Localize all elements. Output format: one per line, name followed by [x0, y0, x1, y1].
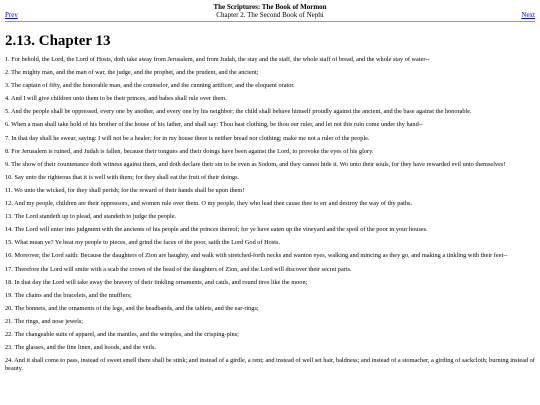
- verse: 9. The show of their countenance doth witness against them, and doth declare their sin to be even as Sodom, and they cannot hide it. Wo unto their souls, for they have rewarded evil unto themselves!: [5, 160, 506, 168]
- header-divider: [5, 21, 535, 22]
- prev-link[interactable]: Prev: [5, 11, 18, 19]
- verse: 15. What mean ye? Ye beat my people to pieces, and grind the faces of the poor, saith the Lord God of Hosts.: [5, 239, 281, 247]
- verse: 3. The captain of fifty, and the honorable man, and the counselor, and the cunning artificer, and the eloquent orator.: [5, 82, 295, 90]
- next-cell: [475, 11, 535, 20]
- verse: 17. Therefore the Lord will smite with a scab the crown of the head of the daughters of Zion, and the Lord will discover their secret parts.: [5, 265, 352, 273]
- verse-list: [5, 56, 535, 372]
- verse: 22. The changeable suits of apparel, and the mantles, and the wimples, and the crisping-pins;: [5, 330, 239, 338]
- navigation-header: [0, 0, 540, 22]
- verse: 14. The Lord will enter into judgment with the ancients of his people and the princes thereof; for ye have eaten up the vineyard and the spoil of the poor in your houses.: [5, 226, 428, 234]
- verse: 19. The chains and the bracelets, and the mufflers;: [5, 291, 132, 299]
- chapter-heading: 2.13. Chapter 13: [5, 33, 111, 49]
- verse: 7. In that day shall he swear, saying: I will not be a healer; for in my house there is neither bread nor clothing; make me not a ruler of the people.: [5, 134, 370, 142]
- chapter-title: Chapter 2. The Second Book of Nephi: [216, 11, 324, 19]
- prev-cell: [5, 11, 65, 20]
- verse: 4. And I will give children unto them to be their princes, and babes shall rule over them.: [5, 95, 227, 103]
- verse: 6. When a man shall take hold of his brother of the house of his father, and shall say: Thou hast clothing, be thou our ruler, and let not this ruin come under thy hand--: [5, 121, 423, 129]
- verse: 24. And it shall come to pass, instead of sweet smell there shall be stink; and instead of a girdle, a rent; and instead of well set hair, baldness; and instead of a stomacher, a girding of sackcloth; burning instead of beauty.: [5, 357, 535, 372]
- book-title: The Scriptures: The Book of Mormon: [213, 3, 327, 11]
- verse: 12. And my people, children are their oppressors, and women rule over them. O my people, they who lead thee cause thee to err and destroy the way of thy paths.: [5, 200, 413, 208]
- verse: 20. The bonnets, and the ornaments of the legs, and the headbands, and the tablets, and the ear-rings;: [5, 304, 259, 312]
- verse: 1. For behold, the Lord, the Lord of Hosts, doth take away from Jerusalem, and from Judah, the stay and the staff, the whole staff of bread, and the whole stay of water--: [5, 56, 430, 63]
- next-link[interactable]: Next: [521, 11, 535, 19]
- verse: 21. The rings, and nose jewels;: [5, 317, 84, 325]
- verse: 16. Moreover, the Lord saith: Because the daughters of Zion are haughty, and walk with stretched-forth necks and wanton eyes, walking and mincing as they go, and making a tinkling with their feet--: [5, 252, 508, 260]
- verse: 13. The Lord standeth up to plead, and standeth to judge the people.: [5, 213, 177, 221]
- verse: 8. For Jerusalem is ruined, and Judah is fallen, because their tongues and their doings have been against the Lord, to provoke the eyes of his glory.: [5, 147, 374, 155]
- verse: 23. The glasses, and the fine linen, and hoods, and the veils.: [5, 344, 156, 352]
- verse: 11. Wo unto the wicked, for they shall perish; for the reward of their hands shall be upon them!: [5, 186, 245, 194]
- verse: 2. The mighty man, and the man of war, the judge, and the prophet, and the prudent, and the ancient;: [5, 69, 259, 77]
- navigation-row: [5, 11, 535, 20]
- verse: 18. In that day the Lord will take away the bravery of their tinkling ornaments, and cauls, and round tires like the moon;: [5, 278, 308, 286]
- verse: 10. Say unto the righteous that it is well with them; for they shall eat the fruit of their doings.: [5, 173, 240, 181]
- verse: 5. And the people shall be oppressed, every one by another, and every one by his neighbor; the child shall behave himself proudly against the ancient, and the base against the honorable.: [5, 108, 472, 116]
